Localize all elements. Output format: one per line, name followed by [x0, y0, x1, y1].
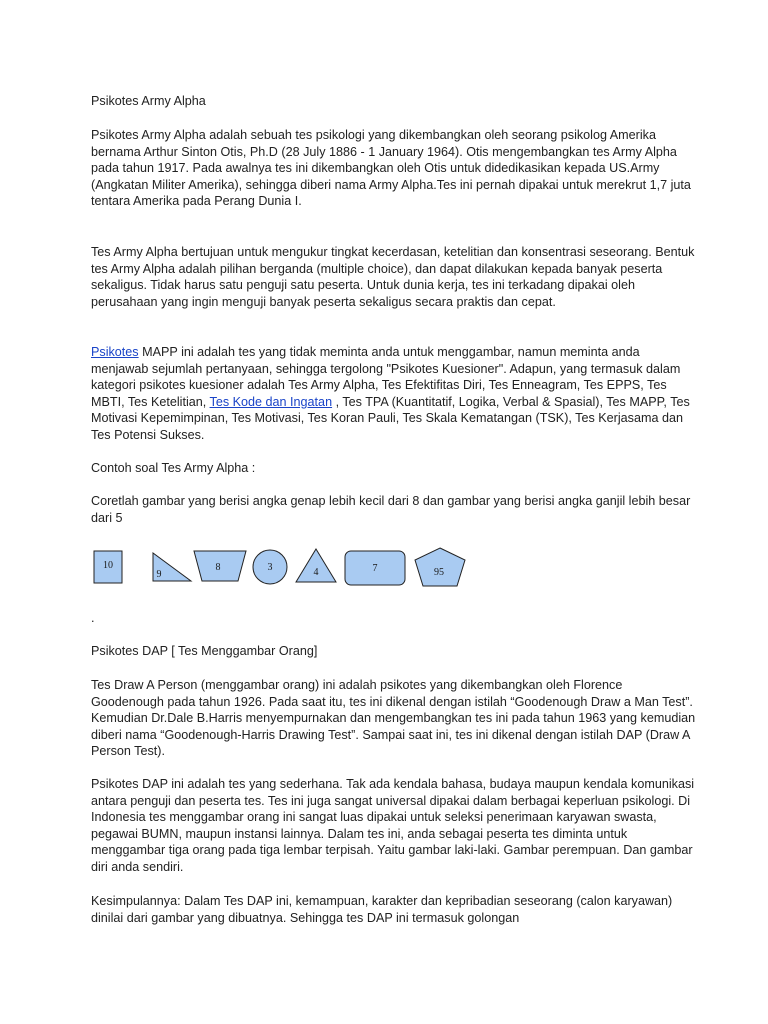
trapezoid-label: 8 — [215, 562, 221, 573]
pentagon-label: 95 — [434, 567, 444, 578]
paragraph-dap-description: Psikotes DAP ini adalah tes yang sederhana. Tak ada kendala bahasa, budaya maupun kendala komunikasi antara penguji dan peserta tes. Tes ini juga sangat universal dipakai dalam berbagai keperluan psikologi. Di Indonesia tes menggambar orang ini sangat luas dipakai untuk seleksi penerimaan karyawan swasta, pegawai BUMN, maupun instansi lainnya. Dalam tes ini, anda sebagai peserta tes diminta untuk menggambar tiga orang pada tiga lembar terpisah. Yaitu gambar laki-laki. Gambar perempuan. Dan gambar diri anda sendiri. — [91, 777, 695, 874]
paragraph-mapp-text-2: , Tes TPA (Kuantitatif, Logika, Verbal & Spasial), Tes MAPP, Tes Motivasi Kepemimpinan, Tes Motivasi, Tes Koran Pauli, Tes Skala Kematangan (TSK), Tes Kerjasama dan Tes Potensi Sukses. — [91, 394, 690, 442]
triangle-label: 4 — [313, 567, 319, 578]
paragraph-purpose: Tes Army Alpha bertujuan untuk mengukur tingkat kecerdasan, ketelitian dan konsentrasi seseorang. Bentuk tes Army Alpha adalah pilihan berganda (multiple choice), dan dapat dilakukan kepada banyak peserta sekaligus. Tidak harus satu penguji satu peserta. Untuk dunia kerja, tes ini terkadang dipakai oleh perusahaan yang ingin menguji banyak peserta sekaligus secara praktis dan cepat. — [91, 245, 695, 309]
example-shapes — [86, 545, 546, 589]
paragraph-dap-conclusion: Kesimpulannya: Dalam Tes DAP ini, kemampuan, karakter dan kepribadian seseorang (calon karyawan) dinilai dari gambar yang dibuatnya. Sehingga tes DAP ini termasuk golongan — [91, 894, 673, 925]
circle-shape — [253, 550, 287, 584]
section-title-dap: Psikotes DAP [ Tes Menggambar Orang] — [91, 644, 318, 658]
example-instruction: Coretlah gambar yang berisi angka genap lebih kecil dari 8 dan gambar yang berisi angka ganjil lebih besar dari 5 — [91, 494, 691, 525]
link-tes-kode-dan-ingatan[interactable]: Tes Kode dan Ingatan — [209, 394, 333, 409]
pentagon-shape — [415, 548, 465, 586]
trapezoid-shape — [194, 551, 246, 581]
separator-dot: . — [91, 611, 95, 625]
rounded-rectangle-label: 7 — [372, 563, 378, 574]
paragraph-mapp — [91, 344, 697, 444]
right-triangle-shape — [153, 553, 191, 581]
square-shape — [94, 551, 122, 583]
circle-label: 3 — [267, 562, 273, 573]
right-triangle-label: 9 — [156, 569, 162, 580]
paragraph-history: Psikotes Army Alpha adalah sebuah tes psikologi yang dikembangkan oleh seorang psikolog Amerika bernama Arthur Sinton Otis, Ph.D (28 July 1886 - 1 January 1964). Otis mengembangkan tes Army Alpha pada tahun 1917. Pada awalnya tes ini dikembangkan oleh Otis untuk didedikasikan kepada US.Army (Angkatan Militer Amerika), sehingga diberi nama Army Alpha.Tes ini pernah dipakai untuk merekrut 1,7 juta tentara Amerika pada Perang Dunia I. — [91, 128, 691, 209]
square-label: 10 — [103, 560, 113, 571]
paragraph-mapp-text-1: MAPP ini adalah tes yang tidak meminta anda untuk menggambar, namun meminta anda menjawab sejumlah pertanyaan, sehingga tergolong "Psikotes Kuesioner". Adapun, yang termasuk dalam kategori psikotes kuesioner adalah Tes Army Alpha, Tes Efektifitas Diri, Tes Enneagram, Tes EPPS, Tes MBTI, Tes Ketelitian, — [91, 345, 681, 409]
page-title: Psikotes Army Alpha — [91, 94, 206, 108]
triangle-shape — [296, 549, 336, 582]
rounded-rectangle-shape — [345, 551, 405, 585]
example-heading: Contoh soal Tes Army Alpha : — [91, 461, 256, 475]
link-psikotes[interactable]: Psikotes — [91, 345, 139, 359]
paragraph-dap-history: Tes Draw A Person (menggambar orang) ini adalah psikotes yang dikembangkan oleh Florence Goodenough pada tahun 1926. Pada saat itu, tes ini dikenal dengan istilah “Goodenough Draw a Man Test”. Kemudian Dr.Dale B.Harris menyempurnakan dan mengembangkan tes ini pada tahun 1963 yang kemudian diberi nama “Goodenough-Harris Drawing Test”. Sampai saat ini, tes ini dikenal dengan istilah DAP (Draw A Person Test). — [91, 678, 696, 759]
